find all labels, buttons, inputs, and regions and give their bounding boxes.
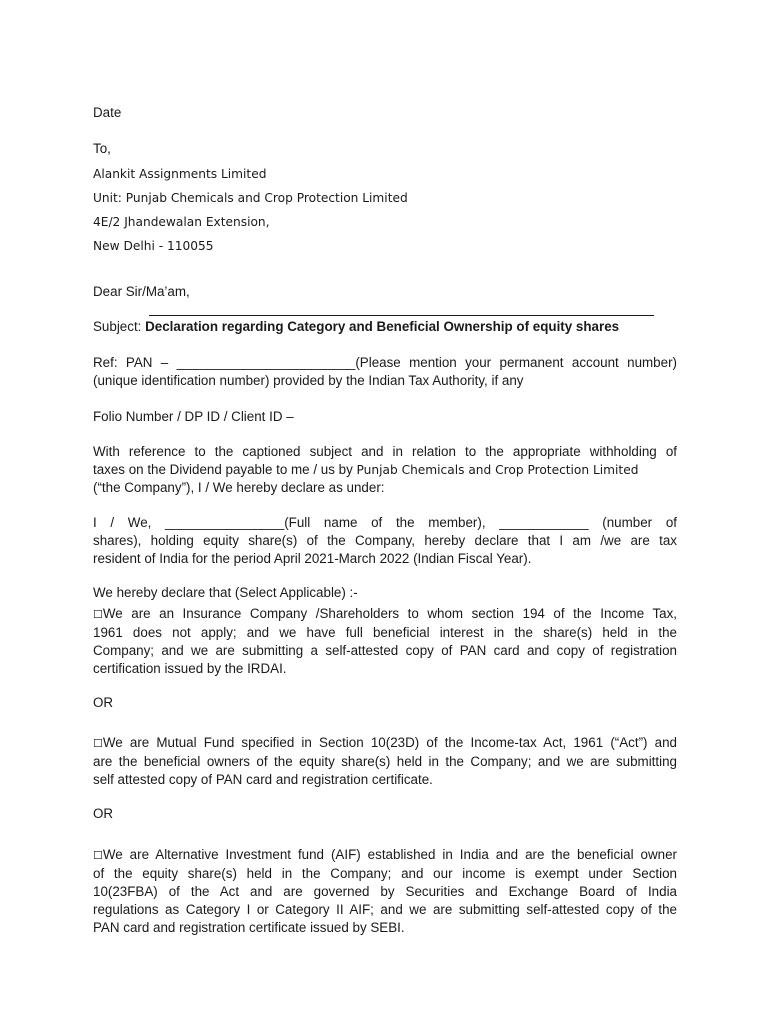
insurance-checkbox-icon[interactable]: ☐ [93,608,103,621]
option-mutual-fund-line-3: self attested copy of PAN card and registration certificate. [93,772,433,787]
subject-line [93,318,619,336]
subject-text: Declaration regarding Category and Beneficial Ownership of equity shares [145,319,620,334]
option-mutual-fund-line-2: are the beneficial owners of the equity share(s) held in the Company; and we are submitting [93,754,677,769]
option-aif [93,846,677,937]
option-mutual-fund-text-1: We are Mutual Fund specified in Section 10(23D) of the Income-tax Act, 1961 (“Act”) and [102,735,677,750]
or-separator-2: OR [93,806,114,821]
to-label: To, [93,141,111,156]
date-label: Date [93,105,122,120]
option-insurance-text-1: We are an Insurance Company /Shareholders to whom section 194 of the Income Tax, [102,606,677,621]
company-name: Punjab Chemicals and Crop Protection Limited [356,463,639,477]
option-insurance-line-1 [93,605,677,624]
option-aif-text-1: We are Alternative Investment fund (AIF) established in India and are the beneficial owner [102,847,677,862]
option-aif-line-3: 10(23FBA) of the Act and are governed by Securities and Exchange Board of India [93,884,677,899]
folio-label: Folio Number / DP ID / Client ID – [93,409,294,424]
select-heading: We hereby declare that (Select Applicable) :- [93,585,358,600]
option-insurance-line-3: Company; and we are submitting a self-attested copy of PAN card and copy of registration [93,643,677,658]
subject-underline [149,315,654,316]
holder-line-2: shares), holding equity share(s) of the Company, hereby declare that I am /we are tax [93,533,677,548]
address-line-1: Alankit Assignments Limited [93,167,267,181]
address-line-2: Unit: Punjab Chemicals and Crop Protection Limited [93,191,408,205]
address-line-3: 4E/2 Jhandewalan Extension, [93,215,270,229]
option-aif-line-4: regulations as Category I or Category II AIF; and we are submitting self-attested copy of the [93,902,677,917]
ref-line-1: Ref: PAN – ________________________(Please mention your permanent account number) [93,355,677,370]
option-insurance-line-4: certification issued by the IRDAI. [93,661,287,676]
holder-paragraph [93,514,677,568]
salutation: Dear Sir/Ma’am, [93,284,190,299]
reference-paragraph [93,443,677,497]
reference-line-3: (“the Company”), I / We hereby declare as under: [93,480,385,495]
option-insurance-line-2: 1961 does not apply; and we have full beneficial interest in the share(s) held in the [93,625,677,640]
option-mutual-fund-line-1 [93,734,677,753]
address-line-4: New Delhi - 110055 [93,239,214,253]
mutual-fund-checkbox-icon[interactable]: ☐ [93,737,103,750]
option-mutual-fund [93,734,677,789]
aif-checkbox-icon[interactable]: ☐ [93,849,103,862]
subject-label: Subject: [93,319,146,334]
reference-line-1: With reference to the captioned subject and in relation to the appropriate withholding of [93,444,677,459]
option-aif-line-2: of the equity share(s) held in the Company; and our income is exempt under Section [93,866,677,881]
holder-line-1: I / We, ________________(Full name of the member), ____________ (number of [93,515,677,530]
option-insurance [93,605,677,678]
ref-paragraph [93,354,677,390]
ref-line-2: (unique identification number) provided by the Indian Tax Authority, if any [93,373,524,388]
reference-line-2-text: taxes on the Dividend payable to me / us by [93,462,357,477]
option-aif-line-5: PAN card and registration certificate issued by SEBI. [93,920,405,935]
holder-line-3: resident of India for the period April 2021-March 2022 (Indian Fiscal Year). [93,551,532,566]
option-aif-line-1 [93,846,677,865]
or-separator-1: OR [93,695,114,710]
reference-line-2 [93,461,677,479]
